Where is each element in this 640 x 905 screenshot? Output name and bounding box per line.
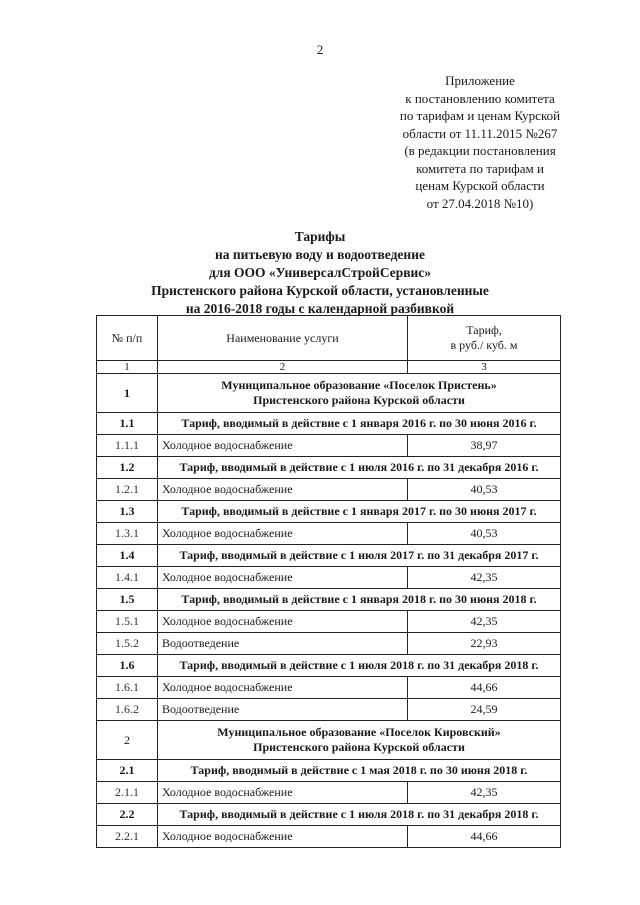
tariff-value: 24,59: [408, 699, 561, 721]
appendix-line: по тарифам и ценам Курской: [399, 108, 561, 123]
period-text: Тариф, вводимый в действие с 1 января 2017 г. по 30 июня 2017 г.: [158, 501, 561, 523]
table-row: [97, 782, 561, 804]
municipality-line: Пристенского района Курской области: [253, 393, 465, 407]
tariff-value: 42,35: [408, 611, 561, 633]
period-text: Тариф, вводимый в действие с 1 января 2018 г. по 30 июня 2018 г.: [158, 589, 561, 611]
row-number: 1.6.2: [97, 699, 158, 721]
tariff-value: 42,35: [408, 782, 561, 804]
service-name: Холодное водоснабжение: [158, 435, 408, 457]
table-row: [97, 611, 561, 633]
period-row: [97, 501, 561, 523]
tariff-value: 22,93: [408, 633, 561, 655]
service-name: Холодное водоснабжение: [158, 782, 408, 804]
appendix-note: [370, 72, 590, 212]
column-index: 2: [158, 361, 408, 374]
column-index: 3: [408, 361, 561, 374]
header-tariff: [408, 316, 561, 361]
table-row: [97, 677, 561, 699]
table-row: [97, 523, 561, 545]
table-row: [97, 567, 561, 589]
row-number: 1.6: [97, 655, 158, 677]
table-row: [97, 435, 561, 457]
municipality-line: Пристенского района Курской области: [253, 740, 465, 754]
row-number: 1.5.1: [97, 611, 158, 633]
row-number: 2.2.1: [97, 826, 158, 848]
table-row: [97, 633, 561, 655]
row-number: 2.1.1: [97, 782, 158, 804]
period-text: Тариф, вводимый в действие с 1 января 2016 г. по 30 июня 2016 г.: [158, 413, 561, 435]
service-name: Холодное водоснабжение: [158, 523, 408, 545]
period-row: [97, 545, 561, 567]
tariff-value: 42,35: [408, 567, 561, 589]
appendix-line: ценам Курской области: [415, 178, 545, 193]
period-row: [97, 804, 561, 826]
period-row: [97, 457, 561, 479]
header-name: Наименование услуги: [158, 316, 408, 361]
title-line: для ООО «УниверсалСтройСервис»: [208, 265, 432, 280]
page-number: 2: [316, 42, 324, 57]
appendix-line: к постановлению комитета: [405, 90, 555, 106]
appendix-line: комитета по тарифам и: [416, 160, 544, 176]
tariff-value: 44,66: [408, 677, 561, 699]
row-number: 2.1: [97, 760, 158, 782]
service-name: Холодное водоснабжение: [158, 611, 408, 633]
period-text: Тариф, вводимый в действие с 1 июля 2018 г. по 31 декабря 2018 г.: [158, 655, 561, 677]
row-number: 1: [97, 374, 158, 413]
municipality-row: [97, 721, 561, 760]
tariff-value: 44,66: [408, 826, 561, 848]
row-number: 1.4.1: [97, 567, 158, 589]
period-row: [97, 760, 561, 782]
appendix-line: Приложение: [445, 73, 515, 88]
row-number: 1.5.2: [97, 633, 158, 655]
service-name: Холодное водоснабжение: [158, 567, 408, 589]
column-index-row: [97, 361, 561, 374]
row-number: 1.4: [97, 545, 158, 567]
service-name: Холодное водоснабжение: [158, 826, 408, 848]
tariff-value: 40,53: [408, 523, 561, 545]
municipality-name: [158, 721, 561, 760]
period-text: Тариф, вводимый в действие с 1 июля 2016 г. по 31 декабря 2016 г.: [158, 457, 561, 479]
appendix-line: (в редакции постановления: [404, 143, 556, 158]
row-number: 1.1.1: [97, 435, 158, 457]
municipality-line: Муниципальное образование «Поселок Кировский»: [217, 725, 501, 739]
row-number: 1.6.1: [97, 677, 158, 699]
service-name: Холодное водоснабжение: [158, 479, 408, 501]
period-text: Тариф, вводимый в действие с 1 июля 2018 г. по 31 декабря 2018 г.: [158, 804, 561, 826]
municipality-name: [158, 374, 561, 413]
table-header-row: [97, 316, 561, 361]
document-title: [90, 228, 550, 318]
row-number: 1.2: [97, 457, 158, 479]
appendix-line: области от 11.11.2015 №267: [402, 125, 558, 141]
table-row: [97, 826, 561, 848]
appendix-line: от 27.04.2018 №10): [426, 195, 534, 211]
row-number: 1.3.1: [97, 523, 158, 545]
tariff-table: [96, 315, 561, 848]
period-row: [97, 589, 561, 611]
title-line: Пристенского района Курской области, установленные: [151, 283, 489, 298]
service-name: Холодное водоснабжение: [158, 677, 408, 699]
title-line: на питьевую воду и водоотведение: [215, 247, 425, 262]
period-text: Тариф, вводимый в действие с 1 мая 2018 г. по 30 июня 2018 г.: [158, 760, 561, 782]
period-text: Тариф, вводимый в действие с 1 июля 2017 г. по 31 декабря 2017 г.: [158, 545, 561, 567]
table-row: [97, 479, 561, 501]
row-number: 1.5: [97, 589, 158, 611]
header-tariff-line: Тариф,: [466, 323, 502, 337]
row-number: 1.3: [97, 501, 158, 523]
service-name: Водоотведение: [158, 633, 408, 655]
tariff-value: 40,53: [408, 479, 561, 501]
period-row: [97, 413, 561, 435]
row-number: 2: [97, 721, 158, 760]
municipality-row: [97, 374, 561, 413]
tariff-value: 38,97: [408, 435, 561, 457]
title-line: на 2016-2018 годы с календарной разбивкой: [185, 301, 455, 316]
period-row: [97, 655, 561, 677]
row-number: 2.2: [97, 804, 158, 826]
header-tariff-unit: в руб./ куб. м: [450, 338, 518, 352]
row-number: 1.2.1: [97, 479, 158, 501]
title-line: Тарифы: [294, 229, 346, 244]
column-index: 1: [97, 361, 158, 374]
header-num: № п/п: [97, 316, 158, 361]
service-name: Водоотведение: [158, 699, 408, 721]
row-number: 1.1: [97, 413, 158, 435]
municipality-line: Муниципальное образование «Поселок Пристень»: [221, 378, 497, 392]
table-row: [97, 699, 561, 721]
